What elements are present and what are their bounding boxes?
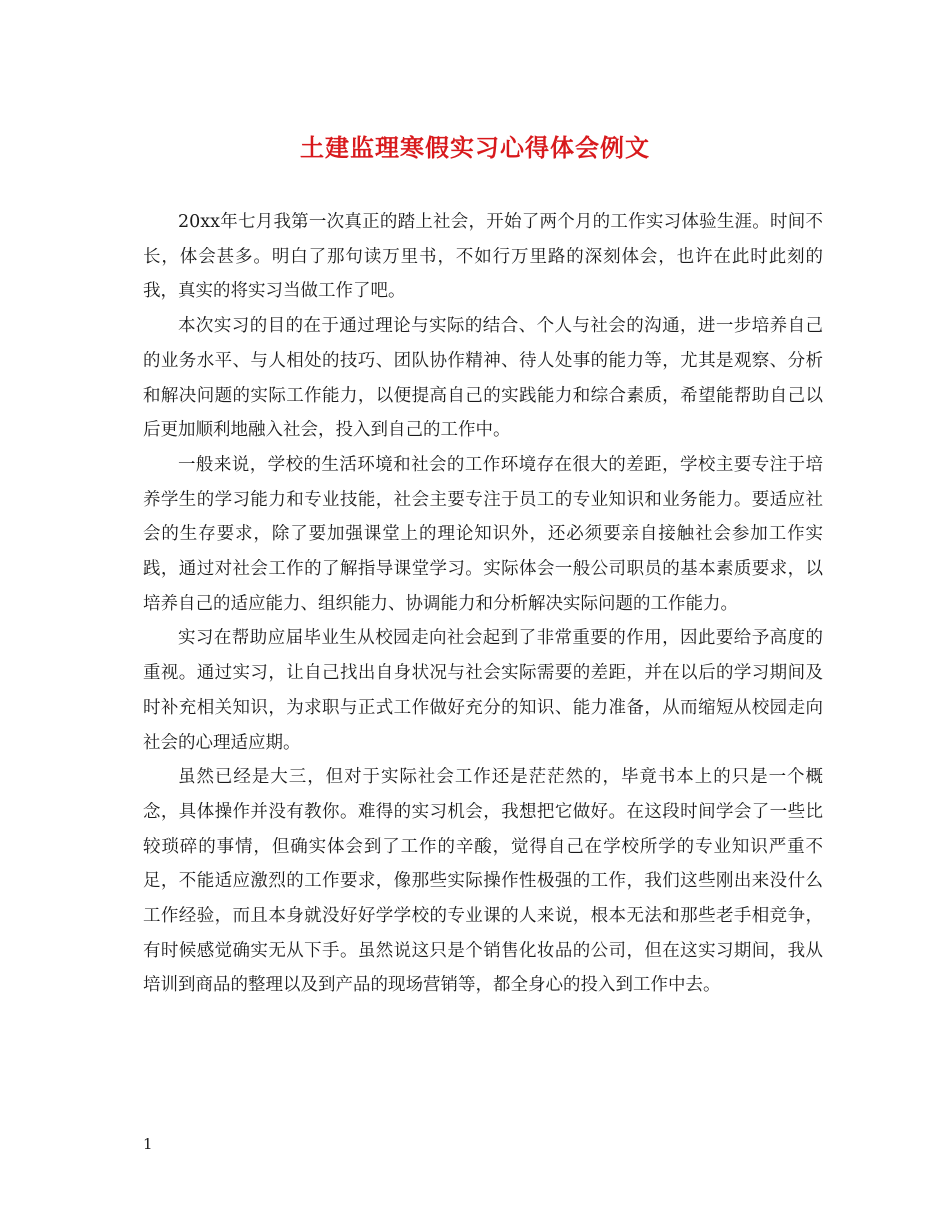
paragraph-4: 实习在帮助应届毕业生从校园走向社会起到了非常重要的作用，因此要给予高度的重视。通过实习，让自己找出自身状况与社会实际需要的差距，并在以后的学习期间及时补充相关知识，为求职与正式工作做好充分的知识、能力准备，从而缩短从校园走向社会的心理适应期。: [143, 628, 823, 753]
page-number: 1: [143, 1135, 153, 1153]
paragraph-5: 虽然已经是大三，但对于实际社会工作还是茫茫然的，毕竟书本上的只是一个概念，具体操作并没有教你。难得的实习机会，我想把它做好。在这段时间学会了一些比较琐碎的事情，但确实体会到了工作的辛酸，觉得自己在学校所学的专业知识严重不足，不能适应激烈的工作要求，像那些实际操作性极强的工作，我们这些刚出来没什么工作经验，而且本身就没好好学学校的专业课的人来说，根本无法和那些老手相竞争，有时候感觉确实无从下手。虽然说这只是个销售化妆品的公司，但在这实习期间，我从培训到商品的整理以及到产品的现场营销等，都全身心的投入到工作中去。: [143, 767, 823, 996]
paragraph-2: 本次实习的目的在于通过理论与实际的结合、个人与社会的沟通，进一步培养自己的业务水平、与人相处的技巧、团队协作精神、待人处事的能力等，尤其是观察、分析和解决问题的实际工作能力，以便提高自己的实践能力和综合素质，希望能帮助自己以后更加顺利地融入社会，投入到自己的工作中。: [143, 316, 823, 441]
document-body: [143, 205, 823, 1003]
document-title: 土建监理寒假实习心得体会例文: [300, 133, 650, 162]
paragraph-3: 一般来说，学校的生活环境和社会的工作环境存在很大的差距，学校主要专注于培养学生的学习能力和专业技能，社会主要专注于员工的专业知识和业务能力。要适应社会的生存要求，除了要加强课堂上的理论知识外，还必须要亲自接触社会参加工作实践，通过对社会工作的了解指导课堂学习。实际体会一般公司职员的基本素质要求，以培养自己的适应能力、组织能力、协调能力和分析解决实际问题的工作能力。: [143, 454, 823, 614]
paragraph-1: 20xx年七月我第一次真正的踏上社会，开始了两个月的工作实习体验生涯。时间不长，体会甚多。明白了那句读万里书，不如行万里路的深刻体会，也许在此时此刻的我，真实的将实习当做工作了吧。: [143, 212, 823, 302]
